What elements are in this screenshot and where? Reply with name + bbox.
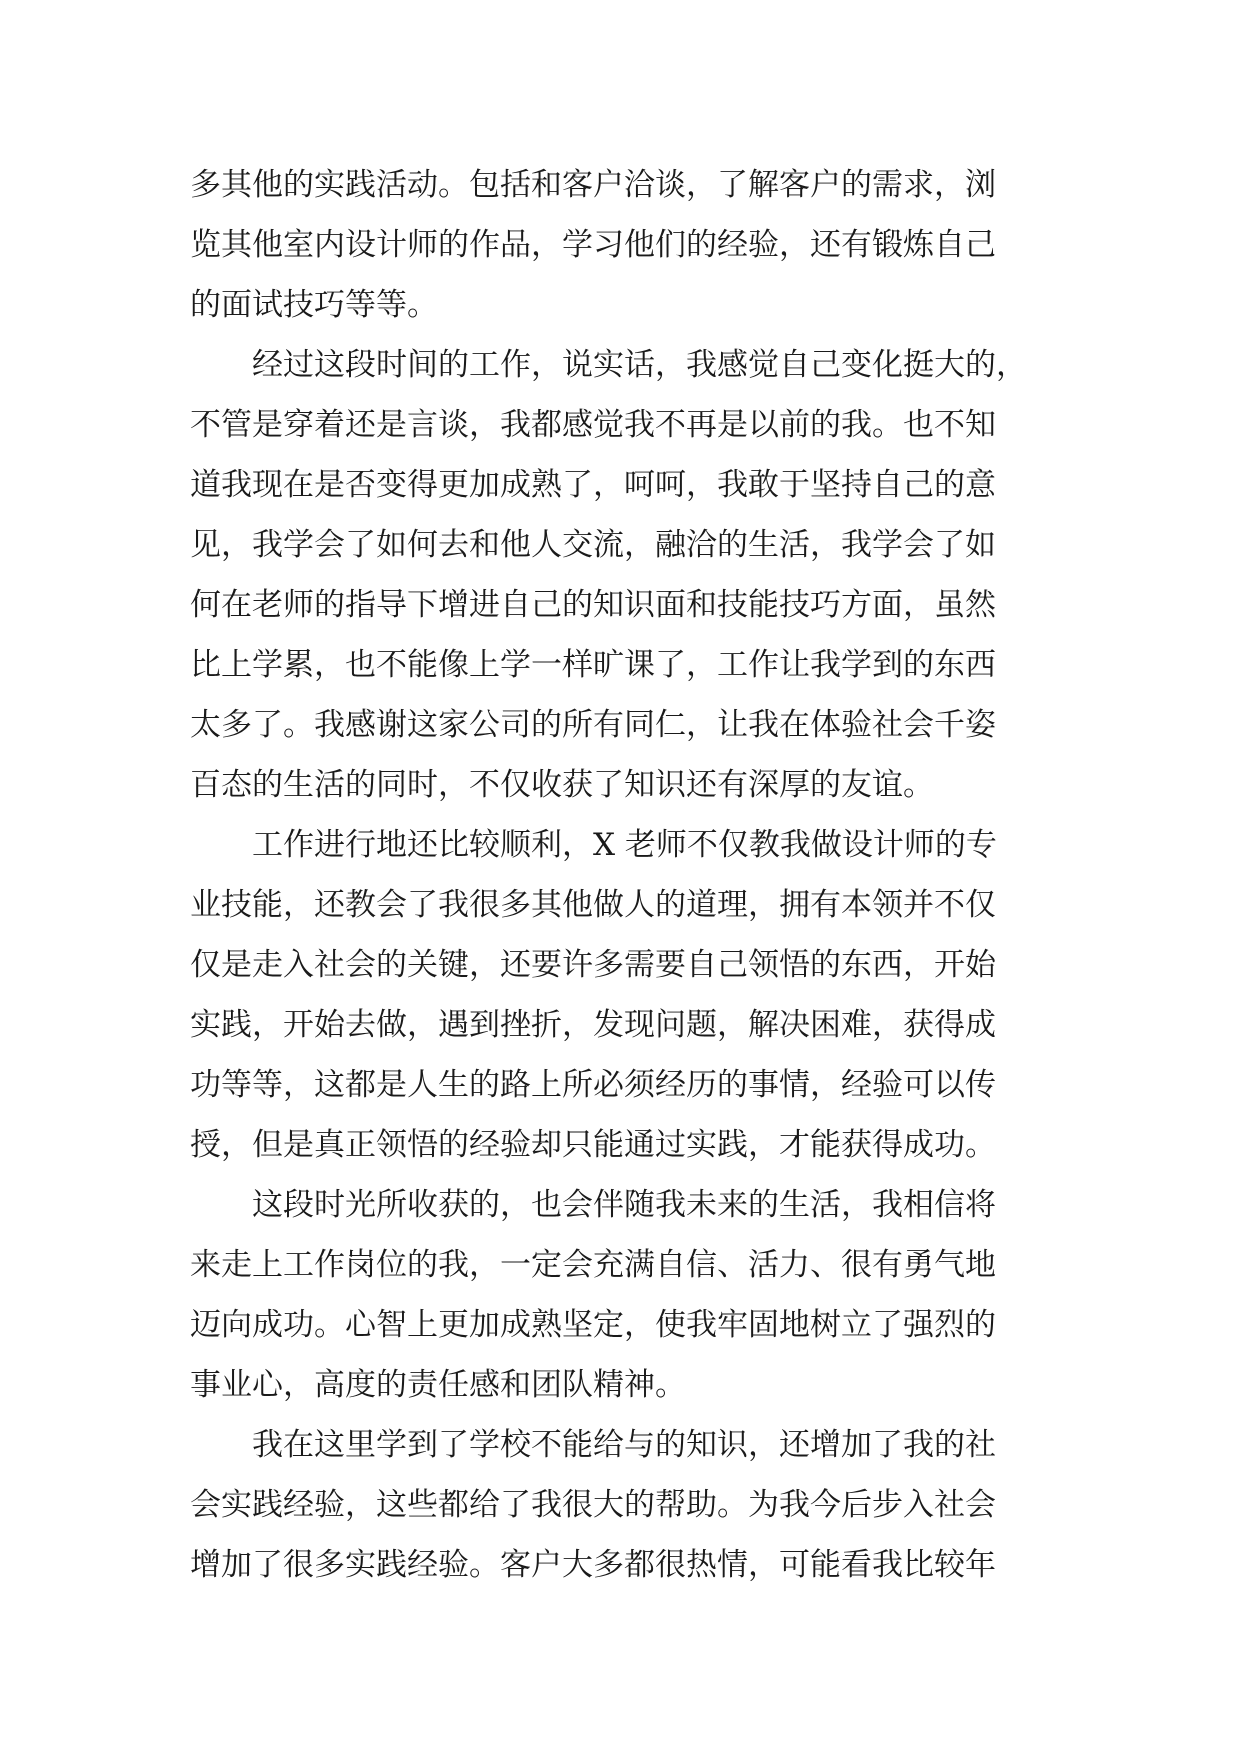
text-line: 功等等，这都是人生的路上所必须经历的事情，经验可以传 — [190, 1067, 996, 1103]
text-line: 道我现在是否变得更加成熟了，呵呵，我敢于坚持自己的意 — [190, 467, 996, 503]
text-line: 增加了很多实践经验。客户大多都很热情，可能看我比较年 — [190, 1547, 996, 1583]
document-body — [190, 155, 1070, 1595]
text-line: 迈向成功。心智上更加成熟坚定，使我牢固地树立了强烈的 — [190, 1307, 996, 1343]
paragraph-2 — [190, 335, 1070, 815]
paragraph-4 — [190, 1175, 1070, 1415]
text-line: 仅是走入社会的关键，还要许多需要自己领悟的东西，开始 — [190, 947, 996, 983]
text-line: 实践，开始去做，遇到挫折，发现问题，解决困难，获得成 — [190, 1007, 996, 1043]
text-line: 览其他室内设计师的作品，学习他们的经验，还有锻炼自己 — [190, 227, 996, 263]
paragraph-5 — [190, 1415, 1070, 1595]
text-line: 多其他的实践活动。包括和客户洽谈，了解客户的需求，浏 — [190, 167, 996, 203]
text-line: 不管是穿着还是言谈，我都感觉我不再是以前的我。也不知 — [190, 407, 996, 443]
text-line: 太多了。我感谢这家公司的所有同仁，让我在体验社会千姿 — [190, 707, 996, 743]
text-line: 的面试技巧等等。 — [190, 287, 438, 323]
text-line: 业技能，还教会了我很多其他做人的道理，拥有本领并不仅 — [190, 887, 996, 923]
text-line: 何在老师的指导下增进自己的知识面和技能技巧方面，虽然 — [190, 587, 996, 623]
text-line: 工作进行地还比较顺利，X 老师不仅教我做设计师的专 — [252, 827, 997, 863]
paragraph-3 — [190, 815, 1070, 1175]
paragraph-1 — [190, 155, 1070, 335]
text-line: 我在这里学到了学校不能给与的知识，还增加了我的社 — [252, 1427, 996, 1463]
text-line: 见，我学会了如何去和他人交流，融洽的生活，我学会了如 — [190, 527, 996, 563]
text-line: 经过这段时间的工作，说实话，我感觉自己变化挺大的， — [252, 347, 1027, 383]
text-line: 会实践经验，这些都给了我很大的帮助。为我今后步入社会 — [190, 1487, 996, 1523]
text-line: 来走上工作岗位的我，一定会充满自信、活力、很有勇气地 — [190, 1247, 996, 1283]
text-line: 百态的生活的同时，不仅收获了知识还有深厚的友谊。 — [190, 767, 934, 803]
text-line: 事业心，高度的责任感和团队精神。 — [190, 1367, 686, 1403]
text-line: 授，但是真正领悟的经验却只能通过实践，才能获得成功。 — [190, 1127, 996, 1163]
text-line: 这段时光所收获的，也会伴随我未来的生活，我相信将 — [252, 1187, 996, 1223]
text-line: 比上学累，也不能像上学一样旷课了，工作让我学到的东西 — [190, 647, 996, 683]
